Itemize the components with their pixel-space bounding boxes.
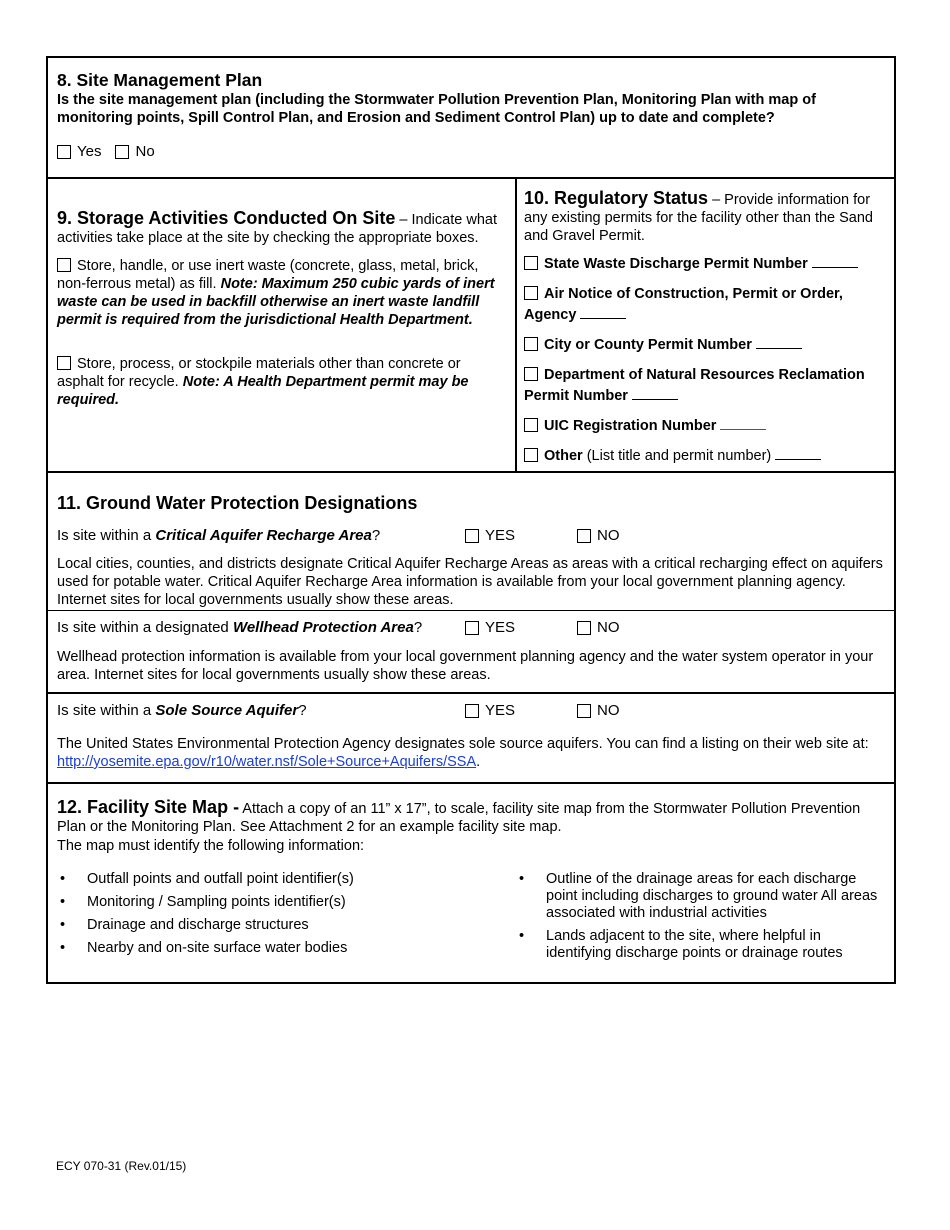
epa-ssa-link[interactable]: http://yosemite.epa.gov/r10/water.nsf/Sole+Source+Aquifers/SSA [57,754,477,770]
q1-prefix: Is site within a [57,527,156,544]
section8-no-label: No [135,143,155,160]
divider [48,692,894,694]
recycle-text: Store, process, or stockpile materials other than concrete or asphalt for recycle. [57,356,461,390]
list-item: • Nearby and on-site surface water bodies [57,940,516,957]
divider [48,610,894,611]
section8-yes-no [57,143,884,161]
section8-title: 8. Site Management Plan [57,70,263,90]
dnr-blank[interactable] [632,386,678,400]
critical-aquifer-yes-label: YES [485,527,516,544]
state-waste-checkbox[interactable] [524,256,538,270]
recycle-checkbox[interactable] [57,356,71,370]
state-waste-label: State Waste Discharge Permit Number [544,256,808,272]
sole-source-no[interactable] [577,702,689,720]
permit-state-waste [524,254,886,275]
critical-aquifer-no-label: NO [597,527,620,544]
section10-title: 10. Regulatory Status [524,188,709,208]
permit-uic [524,416,886,437]
q3-prefix: Is site within a [57,702,156,719]
uic-blank[interactable] [720,416,766,430]
q2-suffix: ? [413,619,423,636]
critical-aquifer-question [57,527,465,545]
permit-other [524,446,886,467]
section-ground-water-protection [48,473,894,782]
wellhead-info: Wellhead protection information is available from your local government planning agency and the water system operator in your area. Internet sites for local governments usually show these areas. [57,649,874,683]
city-county-checkbox[interactable] [524,337,538,351]
critical-aquifer-no-checkbox[interactable] [577,529,591,543]
uic-checkbox[interactable] [524,418,538,432]
sole-source-no-checkbox[interactable] [577,704,591,718]
section9-title: 9. Storage Activities Conducted On Site [57,208,396,228]
section-facility-site-map [48,782,894,982]
sole-source-info-end: . [476,754,481,770]
section11-title: 11. Ground Water Protection Designations [57,493,418,513]
sole-source-no-label: NO [597,702,620,719]
section8-yes-option[interactable] [57,143,101,161]
sole-source-info-text: The United States Environmental Protection Agency designates sole source aquifers. You can find a listing on their web site at: [57,736,869,752]
section8-question: Is the site management plan (including the Stormwater Pollution Prevention Plan, Monitoring Plan with map of monitoring points, Spill Control Plan, and Erosion and Sediment Control Plan) up to date and complete? [57,92,816,126]
section12-intro: The map must identify the following information: [57,838,365,854]
section8-yes-checkbox[interactable] [57,145,71,159]
list-item: • Outfall points and outfall point identifier(s) [57,871,516,888]
form-frame [46,56,896,984]
section8-no-checkbox[interactable] [115,145,129,159]
list-item: • Monitoring / Sampling points identifier(s) [57,894,516,911]
inert-waste-note: Note: Maximum 250 cubic yards of inert waste can be used in backfill otherwise an inert waste landfill permit is required from the jurisdictional Health Department. [57,276,495,328]
other-blank[interactable] [775,446,821,460]
other-checkbox[interactable] [524,448,538,462]
q1-suffix: ? [371,527,381,544]
q3-suffix: ? [298,702,307,719]
other-label: Other [544,448,583,464]
wellhead-yes[interactable] [465,619,577,637]
question-critical-aquifer [57,527,884,545]
air-notice-blank[interactable] [580,305,626,319]
inert-waste-text: Store, handle, or use inert waste (concrete, glass, metal, brick, non-ferrous metal) as fill. [57,258,479,292]
critical-aquifer-info: Local cities, counties, and districts designate Critical Aquifer Recharge Areas as areas with a critical recharging effect on aquifers used for potable water. Critical Aquifer Recharge Area information is available from your local government planning agency. Internet sites for local governments usually show these areas. [57,556,883,608]
section9-item-recycle [57,355,507,409]
section12-title: 12. Facility Site Map - [57,797,240,817]
wellhead-no[interactable] [577,619,689,637]
q2-term: Wellhead Protection Area [232,619,414,636]
wellhead-no-checkbox[interactable] [577,621,591,635]
permit-city-county [524,335,886,356]
section-site-management-plan [48,58,894,179]
state-waste-blank[interactable] [812,254,858,268]
site-map-requirements [57,871,884,968]
requirements-list-right [516,871,884,968]
section10-heading [524,189,886,245]
q1-term: Critical Aquifer Recharge Area [155,527,372,544]
section12-title-suffix: Attach a copy of an 11” x 17”, to scale, facility site map from the Stormwater Pollution Prevention Plan or the Monitoring Plan. See Attachment 2 for an example facility site map. [57,801,861,835]
city-county-blank[interactable] [756,335,802,349]
wellhead-yes-checkbox[interactable] [465,621,479,635]
sections-9-10-row [48,179,894,473]
air-notice-label: Air Notice of Construction, Permit or Order, Agency [524,286,843,323]
question-sole-source [57,702,884,720]
section9-item-inert-waste [57,257,507,329]
uic-label: UIC Registration Number [544,418,717,434]
section9-title-suffix: – Indicate what activities take place at the site by checking the appropriate boxes. [57,212,497,246]
section8-yes-label: Yes [77,143,102,160]
section8-no-option[interactable] [115,143,154,161]
list-item: • Lands adjacent to the site, where helpful in identifying discharge points or drainage routes [516,928,884,962]
other-label-detail: (List title and permit number) [582,448,772,464]
q2-prefix: Is site within a designated [57,619,233,636]
section-storage-activities [48,179,517,471]
city-county-label: City or County Permit Number [544,337,752,353]
question-wellhead [57,619,884,637]
air-notice-checkbox[interactable] [524,286,538,300]
section12-heading [57,798,884,836]
requirements-list-left [57,871,516,968]
critical-aquifer-yes[interactable] [465,527,577,545]
sole-source-yes[interactable] [465,702,577,720]
sole-source-yes-checkbox[interactable] [465,704,479,718]
dnr-checkbox[interactable] [524,367,538,381]
list-item: • Outline of the drainage areas for each discharge point including discharges to ground water All areas associated with industrial activities [516,871,884,922]
wellhead-question [57,619,465,637]
section9-heading [57,209,507,247]
section-regulatory-status [517,179,894,471]
critical-aquifer-yes-checkbox[interactable] [465,529,479,543]
wellhead-yes-label: YES [485,619,516,636]
permit-air-notice [524,284,886,326]
inert-waste-checkbox[interactable] [57,258,71,272]
dnr-label: Department of Natural Resources Reclamation Permit Number [524,367,865,404]
form-page [46,56,896,984]
sole-source-question [57,702,465,720]
sole-source-info [57,735,884,782]
section10-title-suffix: – Provide information for any existing permits for the facility other than the Sand and Gravel Permit. [524,192,873,244]
recycle-note: Note: A Health Department permit may be required. [57,374,469,408]
critical-aquifer-no[interactable] [577,527,689,545]
q3-term: Sole Source Aquifer [155,702,299,719]
permit-dnr [524,365,886,407]
sole-source-yes-label: YES [485,702,516,719]
wellhead-no-label: NO [597,619,620,636]
form-id-footer: ECY 070-31 (Rev.01/15) [56,1159,187,1173]
list-item: • Drainage and discharge structures [57,917,516,934]
